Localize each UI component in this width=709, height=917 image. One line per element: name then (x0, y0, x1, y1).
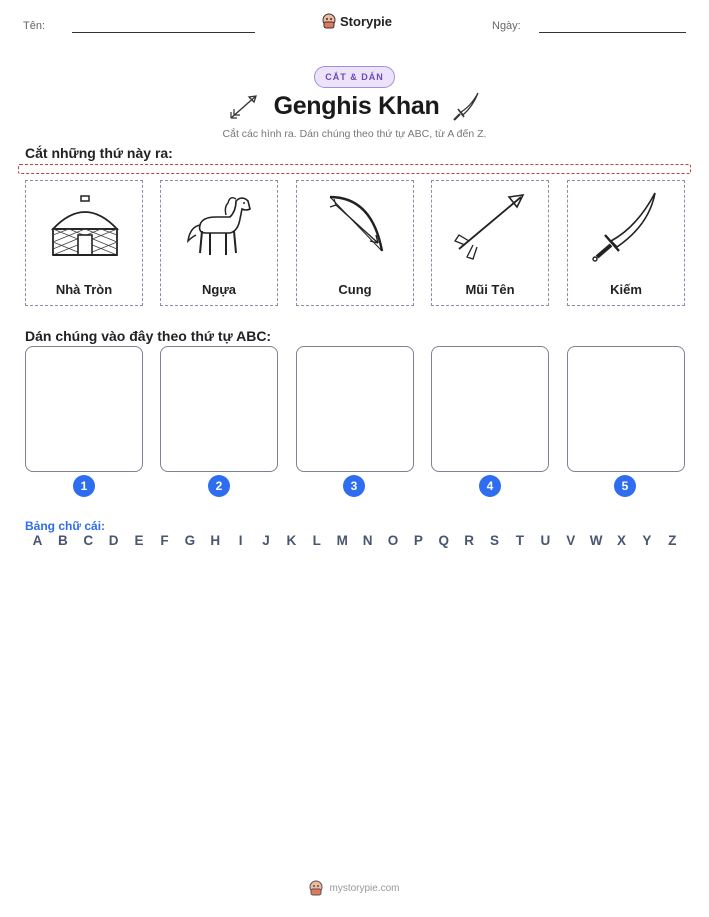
alphabet-letter: W (589, 533, 603, 548)
cut-card-label: Cung (338, 282, 372, 297)
number-badge-5: 5 (614, 475, 636, 497)
cut-card-arrow[interactable] (431, 180, 549, 306)
cut-card-yurt[interactable] (25, 180, 143, 306)
sword-icon (587, 187, 667, 267)
date-label: Ngày: (492, 20, 521, 32)
sword-decoration-icon (451, 90, 481, 122)
alphabet-heading: Bảng chữ cái: (25, 519, 106, 533)
alphabet-letter: C (83, 533, 94, 548)
alphabet-letter: T (515, 533, 525, 548)
cut-line (18, 164, 691, 174)
alphabet-letter: B (58, 533, 68, 548)
paste-box-2[interactable] (160, 346, 278, 472)
alphabet-letter: P (413, 533, 423, 548)
footer (0, 880, 709, 896)
alphabet-letter: R (464, 533, 475, 548)
footer-url[interactable]: mystorypie.com (329, 882, 400, 894)
alphabet-letter: D (108, 533, 119, 548)
paste-box-4[interactable] (431, 346, 549, 472)
alphabet-letter: L (312, 533, 321, 548)
bow-icon (316, 187, 396, 267)
number-badge-2: 2 (208, 475, 230, 497)
arrow-decoration-icon (228, 91, 262, 121)
alphabet-letter: U (540, 533, 551, 548)
alphabet-letter: S (490, 533, 500, 548)
alphabet-letter: H (210, 533, 221, 548)
alphabet-letter: Z (668, 533, 677, 548)
page-title: Genghis Khan (273, 91, 440, 120)
horse-icon (180, 187, 260, 267)
cut-card-label: Ngựa (202, 282, 236, 297)
number-badge-4: 4 (479, 475, 501, 497)
paste-box-3[interactable] (296, 346, 414, 472)
cut-card-sword[interactable] (567, 180, 685, 306)
yurt-icon (45, 187, 125, 267)
cut-section-heading: Cắt những thứ này ra: (25, 145, 173, 161)
storypie-mascot-icon (309, 880, 323, 896)
alphabet-letter: Y (642, 533, 652, 548)
brand-name: Storypie (340, 13, 393, 29)
paste-box-1[interactable] (25, 346, 143, 472)
cut-card-label: Kiếm (610, 282, 642, 297)
alphabet-letter: X (616, 533, 626, 548)
alphabet-letter: O (387, 533, 399, 548)
alphabet-row (25, 533, 685, 548)
cut-card-horse[interactable] (160, 180, 278, 306)
number-badge-3: 3 (343, 475, 365, 497)
alphabet-letter: J (262, 533, 270, 548)
paste-box-5[interactable] (567, 346, 685, 472)
alphabet-letter: A (32, 533, 43, 548)
brand-logo (322, 13, 392, 29)
paste-section-heading: Dán chúng vào đây theo thứ tự ABC: (25, 328, 272, 344)
name-label: Tên: (23, 20, 46, 32)
alphabet-letter: V (566, 533, 576, 548)
name-line[interactable] (72, 32, 255, 33)
date-line[interactable] (539, 32, 686, 33)
alphabet-letter: G (184, 533, 196, 548)
activity-badge: CẮT & DÁN (314, 66, 395, 88)
storypie-mascot-icon (322, 13, 336, 29)
cut-card-label: Nhà Tròn (55, 282, 113, 297)
cut-card-bow[interactable] (296, 180, 414, 306)
alphabet-letter: F (160, 533, 169, 548)
alphabet-letter: E (134, 533, 144, 548)
alphabet-letter: I (238, 533, 243, 548)
cut-card-label: Mũi Tên (465, 282, 515, 297)
alphabet-letter: M (336, 533, 348, 548)
alphabet-letter: N (362, 533, 373, 548)
number-badge-1: 1 (73, 475, 95, 497)
instructions: Cắt các hình ra. Dán chúng theo thứ tự ABC, từ A đến Z. (222, 128, 487, 140)
alphabet-letter: K (286, 533, 297, 548)
arrow-icon (451, 187, 531, 267)
alphabet-letter: Q (438, 533, 449, 548)
